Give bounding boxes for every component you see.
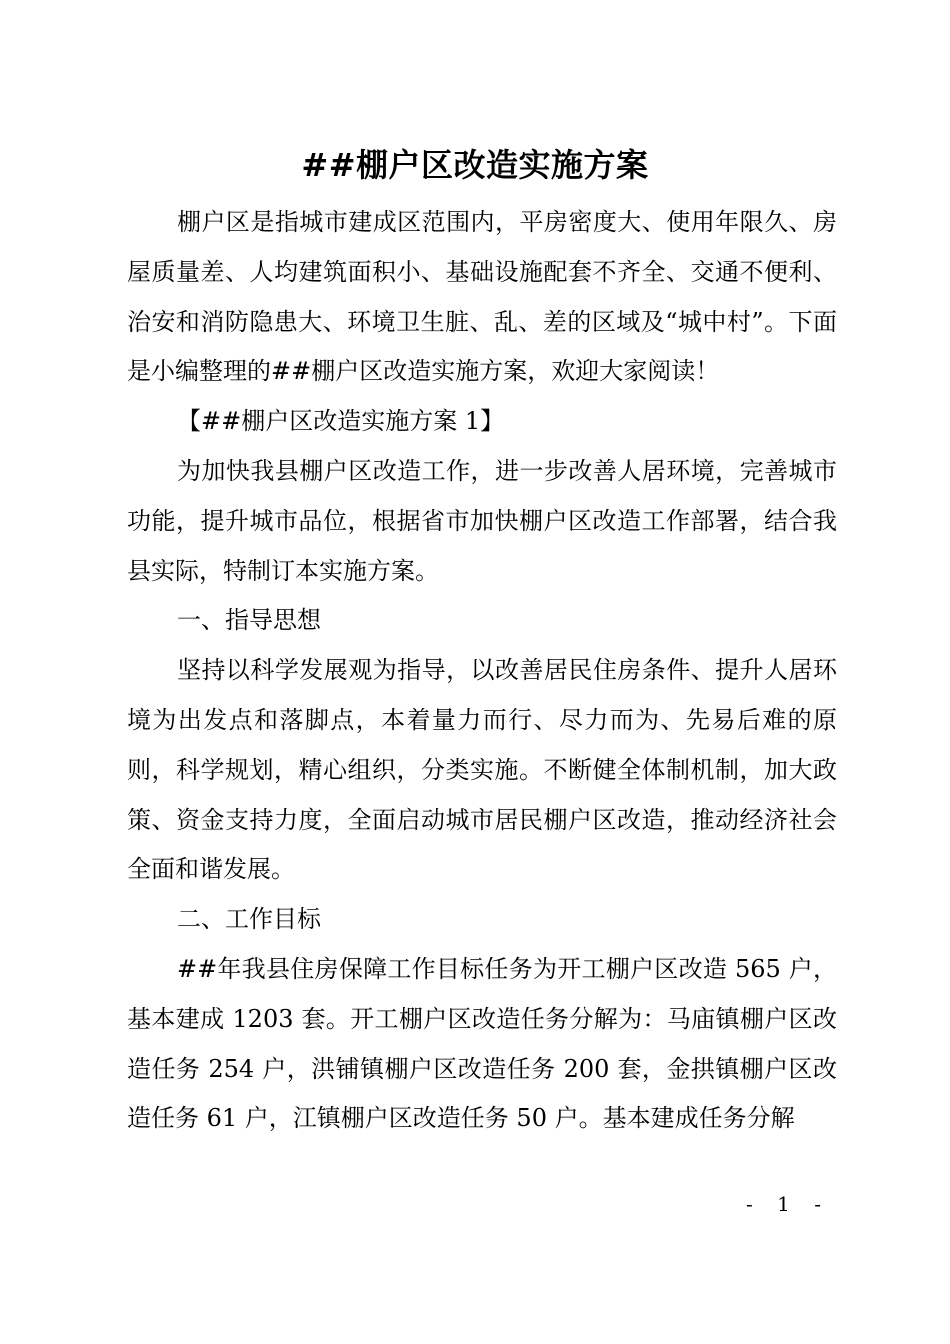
paragraph-intro: 棚户区是指城市建成区范围内，平房密度大、使用年限久、房屋质量差、人均建筑面积小、基础设施配套不齐全、交通不便利、治安和消防隐患大、环境卫生脏、乱、差的区域及“城中村”。下面是小编整理的##棚户区改造实施方案，欢迎大家阅读！ bbox=[127, 208, 837, 386]
paragraph-purpose: 为加快我县棚户区改造工作，进一步改善人居环境，完善城市功能，提升城市品位，根据省市加快棚户区改造工作部署，结合我县实际，特制订本实施方案。 bbox=[127, 456, 837, 585]
heading-work-goals: 二、工作目标 bbox=[177, 905, 321, 934]
paragraph-section-heading: 【##棚户区改造实施方案 1】 bbox=[177, 407, 505, 436]
document-body bbox=[127, 198, 837, 1144]
document-title: ##棚户区改造实施方案 bbox=[301, 146, 649, 184]
paragraph-work-goals: ##年我县住房保障工作目标任务为开工棚户区改造 565 户，基本建成 1203 套。开工棚户区改造任务分解为：马庙镇棚户区改造任务 254 户，洪铺镇棚户区改造任务 200 套，金拱镇棚户区改造任务 61 户，江镇棚户区改造任务 50 户。基本建成任务分解 bbox=[127, 954, 837, 1133]
heading-guiding-ideology: 一、指导思想 bbox=[177, 606, 321, 635]
paragraph-guiding-ideology: 坚持以科学发展观为指导，以改善居民住房条件、提升人居环境为出发点和落脚点，本着量力而行、尽力而为、先易后难的原则，科学规划，精心组织，分类实施。不断健全体制机制，加大政策、资金支持力度，全面启动城市居民棚户区改造，推动经济社会全面和谐发展。 bbox=[127, 656, 837, 884]
page-number: - 1 - bbox=[746, 1192, 830, 1216]
